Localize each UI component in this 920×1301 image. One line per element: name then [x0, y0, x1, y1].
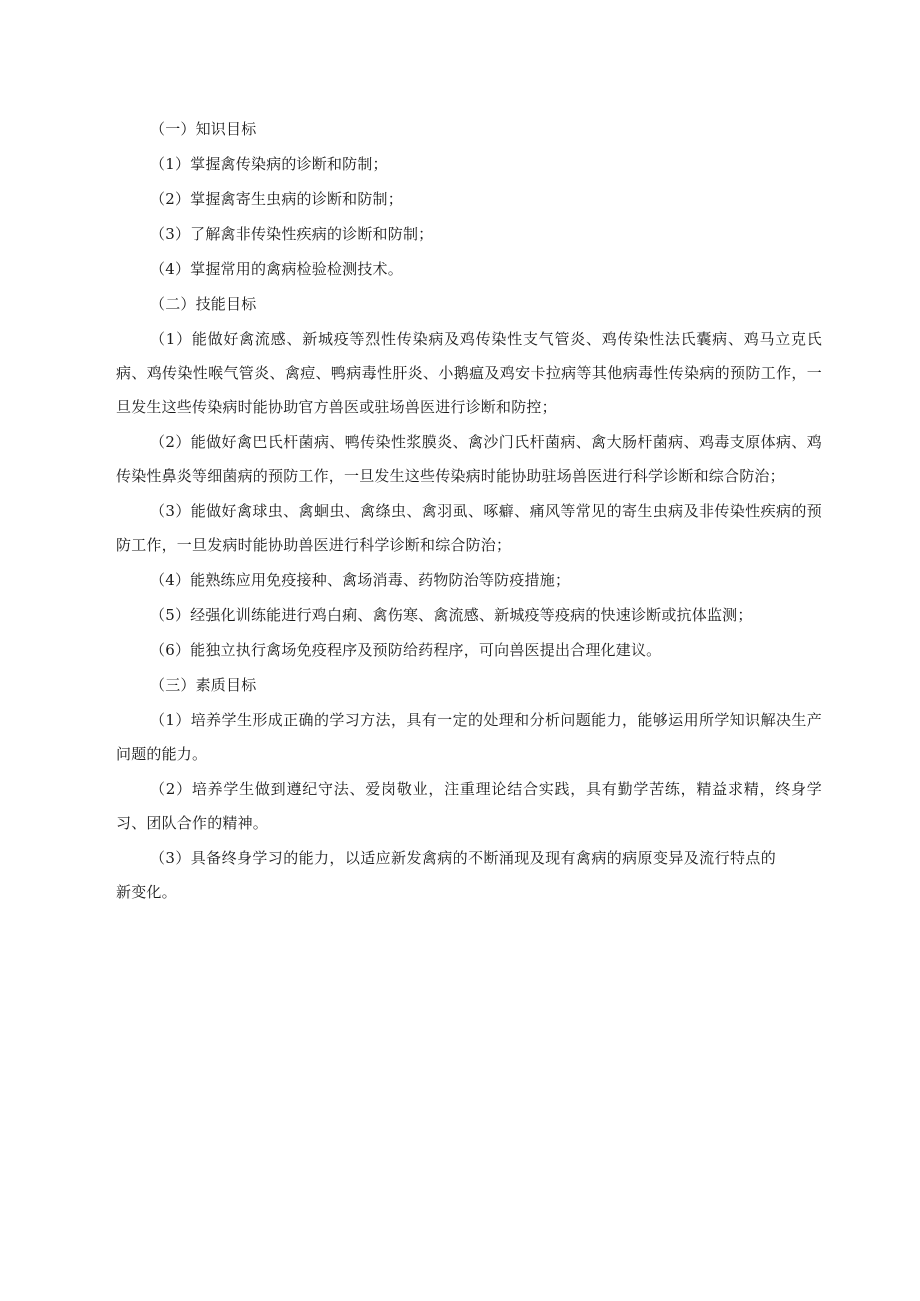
section-heading-quality: （三）素质目标: [150, 676, 257, 694]
skill-item-3: （3）能做好禽球虫、禽蛔虫、禽绦虫、禽羽虱、啄癖、痛风等常见的寄生虫病及非传染性疾病的预防工作，一旦发病时能协助兽医进行科学诊断和综合防治；: [116, 502, 822, 554]
knowledge-item-1: （1）掌握禽传染病的诊断和防制；: [150, 155, 388, 173]
skill-item-4: （4）能熟练应用免疫接种、禽场消毒、药物防治等防疫措施；: [150, 571, 571, 589]
quality-item-2: （2）培养学生做到遵纪守法、爱岗敬业，注重理论结合实践，具有勤学苦练，精益求精，终身学习、团队合作的精神。: [116, 780, 822, 832]
knowledge-item-2: （2）掌握禽寄生虫病的诊断和防制；: [150, 190, 403, 208]
skill-item-5: （5）经强化训练能进行鸡白痢、禽伤寒、禽流感、新城疫等疫病的快速诊断或抗体监测；: [150, 606, 753, 624]
skill-item-6: （6）能独立执行禽场免疫程序及预防给药程序，可向兽医提出合理化建议。: [150, 641, 662, 659]
document-body: [116, 112, 822, 909]
quality-item-3: （3）具备终身学习的能力，以适应新发禽病的不断涌现及现有禽病的病原变异及流行特点的新变化。: [116, 849, 776, 901]
section-heading-skills: （二）技能目标: [150, 295, 257, 313]
skill-item-2: （2）能做好禽巴氏杆菌病、鸭传染性浆膜炎、禽沙门氏杆菌病、禽大肠杆菌病、鸡毒支原体病、鸡传染性鼻炎等细菌病的预防工作，一旦发生这些传染病时能协助驻场兽医进行科学诊断和综合防治；: [116, 433, 822, 485]
knowledge-item-3: （3）了解禽非传染性疾病的诊断和防制；: [150, 225, 434, 243]
knowledge-item-4: （4）掌握常用的禽病检验检测技术。: [150, 260, 403, 278]
quality-item-1: （1）培养学生形成正确的学习方法，具有一定的处理和分析问题能力，能够运用所学知识解决生产问题的能力。: [116, 711, 822, 763]
section-heading-knowledge: （一）知识目标: [150, 120, 257, 138]
skill-item-1: （1）能做好禽流感、新城疫等烈性传染病及鸡传染性支气管炎、鸡传染性法氏囊病、鸡马立克氏病、鸡传染性喉气管炎、禽痘、鸭病毒性肝炎、小鹅瘟及鸡安卡拉病等其他病毒性传染病的预防工作，一旦发生这些传染病时能协助官方兽医或驻场兽医进行诊断和防控；: [116, 330, 822, 416]
